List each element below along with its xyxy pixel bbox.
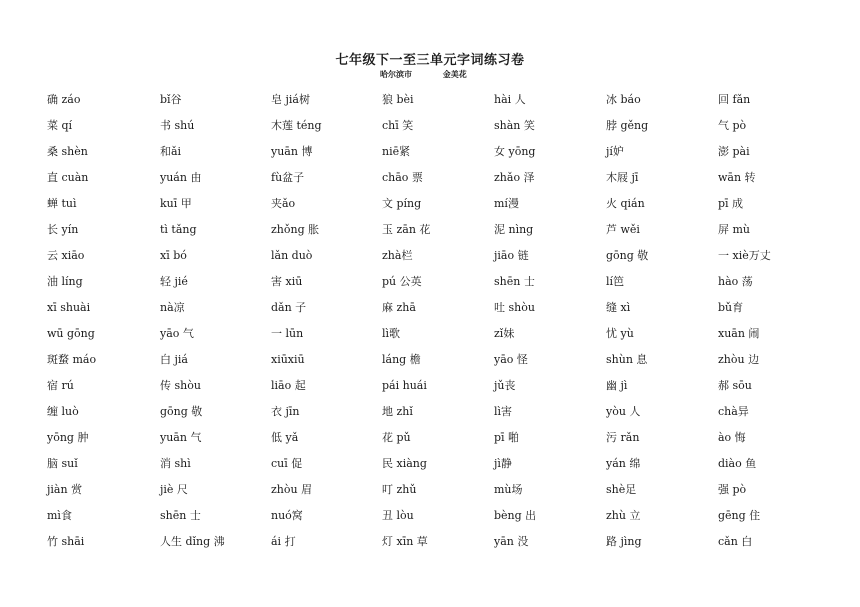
word-cell: 宿 rú bbox=[47, 379, 74, 392]
word-cell: liāo 起 bbox=[271, 379, 306, 392]
word-cell: 玉 zān 花 bbox=[382, 223, 431, 236]
word-cell: 地 zhǐ bbox=[382, 405, 413, 418]
word-cell: nà凉 bbox=[160, 301, 185, 314]
word-cell: 脖 gěng bbox=[606, 119, 649, 132]
word-cell: pī 成 bbox=[718, 197, 744, 210]
word-cell: 狼 bèi bbox=[382, 93, 414, 106]
word-cell: 云 xiāo bbox=[47, 249, 85, 262]
word-cell: bǔ育 bbox=[718, 301, 744, 314]
word-cell: zhà栏 bbox=[382, 249, 413, 262]
word-cell: 屏 mù bbox=[718, 223, 751, 236]
word-cell: 强 pò bbox=[718, 483, 747, 496]
word-cell: 油 líng bbox=[47, 275, 83, 288]
word-cell: pú 公英 bbox=[382, 275, 422, 288]
word-row bbox=[47, 197, 837, 223]
word-cell: 白 jiá bbox=[160, 353, 188, 366]
word-cell: 女 yōng bbox=[494, 145, 536, 158]
word-cell: kuī 甲 bbox=[160, 197, 192, 210]
word-cell: fù盆子 bbox=[271, 171, 305, 184]
word-cell: 澎 pài bbox=[718, 145, 750, 158]
word-cell: 害 xiū bbox=[271, 275, 303, 288]
word-cell: bǐ谷 bbox=[160, 93, 182, 106]
word-cell: jiè 尺 bbox=[160, 483, 188, 496]
word-cell: 夹ǎo bbox=[271, 197, 296, 210]
word-cell: 脑 suǐ bbox=[47, 457, 78, 470]
word-cell: mù场 bbox=[494, 483, 523, 496]
word-cell: 木屐 jī bbox=[606, 171, 639, 184]
word-cell: jiāo 链 bbox=[494, 249, 529, 262]
word-cell: 菜 qí bbox=[47, 119, 73, 132]
word-cell: pī 啪 bbox=[494, 431, 520, 444]
word-cell: 长 yín bbox=[47, 223, 79, 236]
word-cell: zhòu 眉 bbox=[271, 483, 313, 496]
word-cell: shàn 笑 bbox=[494, 119, 535, 132]
word-cell: 皂 jiá树 bbox=[271, 93, 310, 106]
word-cell: 幽 jì bbox=[606, 379, 628, 392]
word-row bbox=[47, 327, 837, 353]
subtitle-city: 哈尔滨市 bbox=[380, 69, 412, 79]
word-row bbox=[47, 379, 837, 405]
word-cell: jiàn 赏 bbox=[47, 483, 83, 496]
word-cell: tì tǎng bbox=[160, 223, 197, 236]
word-grid bbox=[47, 93, 837, 561]
word-cell: chāo 票 bbox=[382, 171, 423, 184]
word-cell: hài 人 bbox=[494, 93, 526, 106]
word-cell: dǎn 子 bbox=[271, 301, 307, 314]
word-cell: 吐 shòu bbox=[494, 301, 535, 314]
word-cell: lì害 bbox=[494, 405, 513, 418]
word-cell: 衣 jīn bbox=[271, 405, 300, 418]
word-cell: 芦 wěi bbox=[606, 223, 640, 236]
word-cell: xī bó bbox=[160, 249, 187, 262]
word-cell: yuān 博 bbox=[271, 145, 313, 158]
word-cell: 回 fǎn bbox=[718, 93, 751, 106]
word-cell: jí妒 bbox=[606, 145, 624, 158]
word-cell: 确 záo bbox=[47, 93, 81, 106]
word-cell: 书 shú bbox=[160, 119, 195, 132]
word-cell: yuān 气 bbox=[160, 431, 202, 444]
word-cell: 轻 jié bbox=[160, 275, 188, 288]
word-cell: bèng 出 bbox=[494, 509, 537, 522]
word-row bbox=[47, 457, 837, 483]
page-title: 七年级下一至三单元字词练习卷 bbox=[335, 53, 525, 68]
word-cell: yòu 人 bbox=[606, 405, 641, 418]
word-cell: lǎn duò bbox=[271, 249, 313, 262]
word-row bbox=[47, 145, 837, 171]
word-cell: shè足 bbox=[606, 483, 637, 496]
word-cell: 斑蝥 máo bbox=[47, 353, 97, 366]
word-cell: 一 lūn bbox=[271, 327, 304, 340]
word-row bbox=[47, 93, 837, 119]
word-cell: 麻 zhā bbox=[382, 301, 416, 314]
word-row bbox=[47, 275, 837, 301]
word-row bbox=[47, 405, 837, 431]
word-cell: 人生 dǐng 沸 bbox=[160, 535, 225, 548]
word-cell: 文 píng bbox=[382, 197, 422, 210]
word-cell: xiūxiū bbox=[271, 353, 305, 366]
word-cell: lí笆 bbox=[606, 275, 625, 288]
word-cell: chī 笑 bbox=[382, 119, 414, 132]
word-row bbox=[47, 249, 837, 275]
word-cell: mí漫 bbox=[494, 197, 519, 210]
word-cell: chà异 bbox=[718, 405, 749, 418]
word-cell: 一 xiè万丈 bbox=[718, 249, 771, 262]
word-cell: xī shuài bbox=[47, 301, 91, 314]
word-cell: 冰 báo bbox=[606, 93, 641, 106]
word-cell: niē紧 bbox=[382, 145, 411, 158]
page-subtitle bbox=[380, 69, 467, 80]
word-cell: 缝 xì bbox=[606, 301, 631, 314]
word-cell: cǎn 白 bbox=[718, 535, 753, 548]
word-row bbox=[47, 483, 837, 509]
word-cell: wān 转 bbox=[718, 171, 756, 184]
word-cell: 路 jìng bbox=[606, 535, 642, 548]
word-cell: xuān 闹 bbox=[718, 327, 760, 340]
word-cell: zhù 立 bbox=[606, 509, 641, 522]
word-row bbox=[47, 535, 837, 561]
word-cell: cuī 促 bbox=[271, 457, 303, 470]
word-cell: pái huái bbox=[382, 379, 427, 392]
word-cell: ái 打 bbox=[271, 535, 296, 548]
word-cell: 消 shì bbox=[160, 457, 191, 470]
word-cell: yōng 肿 bbox=[47, 431, 89, 444]
word-cell: gōng 敬 bbox=[606, 249, 649, 262]
word-row bbox=[47, 119, 837, 145]
word-cell: 直 cuàn bbox=[47, 171, 89, 184]
word-cell: 灯 xīn 草 bbox=[382, 535, 428, 548]
word-cell: láng 檐 bbox=[382, 353, 421, 366]
word-cell: jì静 bbox=[494, 457, 512, 470]
word-row bbox=[47, 431, 837, 457]
subtitle-author: 金美花 bbox=[442, 69, 467, 79]
word-cell: shùn 息 bbox=[606, 353, 648, 366]
word-cell: 气 pò bbox=[718, 119, 747, 132]
word-cell: shēn 士 bbox=[160, 509, 201, 522]
word-cell: 竹 shāi bbox=[47, 535, 85, 548]
word-cell: 木莲 téng bbox=[271, 119, 322, 132]
word-cell: yāo 气 bbox=[160, 327, 194, 340]
word-cell: 火 qián bbox=[606, 197, 645, 210]
word-cell: 和ǎi bbox=[160, 145, 182, 158]
word-cell: yāo 怪 bbox=[494, 353, 528, 366]
word-row bbox=[47, 353, 837, 379]
word-row bbox=[47, 171, 837, 197]
word-cell: 污 rǎn bbox=[606, 431, 640, 444]
word-cell: hào 荡 bbox=[718, 275, 753, 288]
word-cell: zhǒng 胀 bbox=[271, 223, 320, 236]
word-cell: lì歌 bbox=[382, 327, 401, 340]
word-cell: 花 pǔ bbox=[382, 431, 411, 444]
word-cell: mì食 bbox=[47, 509, 72, 522]
word-cell: 传 shòu bbox=[160, 379, 201, 392]
word-cell: zhòu 边 bbox=[718, 353, 760, 366]
word-cell: 郝 sōu bbox=[718, 379, 752, 392]
word-row bbox=[47, 509, 837, 535]
word-cell: zǐ妹 bbox=[494, 327, 515, 340]
word-cell: 缠 luò bbox=[47, 405, 79, 418]
word-cell: diào 鱼 bbox=[718, 457, 757, 470]
word-row bbox=[47, 223, 837, 249]
word-cell: yān 没 bbox=[494, 535, 529, 548]
word-cell: 低 yǎ bbox=[271, 431, 299, 444]
word-cell: ào 悔 bbox=[718, 431, 746, 444]
word-cell: 丑 lòu bbox=[382, 509, 414, 522]
word-cell: yán 绵 bbox=[606, 457, 641, 470]
word-cell: jǔ丧 bbox=[494, 379, 516, 392]
word-cell: gōng 敬 bbox=[160, 405, 203, 418]
word-cell: 忧 yù bbox=[606, 327, 634, 340]
word-cell: 桑 shèn bbox=[47, 145, 88, 158]
word-cell: 泥 nìng bbox=[494, 223, 534, 236]
word-cell: 叮 zhǔ bbox=[382, 483, 417, 496]
word-cell: gēng 住 bbox=[718, 509, 761, 522]
word-cell: 蝉 tuì bbox=[47, 197, 77, 210]
word-cell: yuán 由 bbox=[160, 171, 202, 184]
word-cell: wū gōng bbox=[47, 327, 95, 340]
word-cell: 民 xiàng bbox=[382, 457, 427, 470]
word-row bbox=[47, 301, 837, 327]
word-cell: zhǎo 泽 bbox=[494, 171, 535, 184]
word-cell: nuó窝 bbox=[271, 509, 303, 522]
word-cell: shēn 士 bbox=[494, 275, 535, 288]
